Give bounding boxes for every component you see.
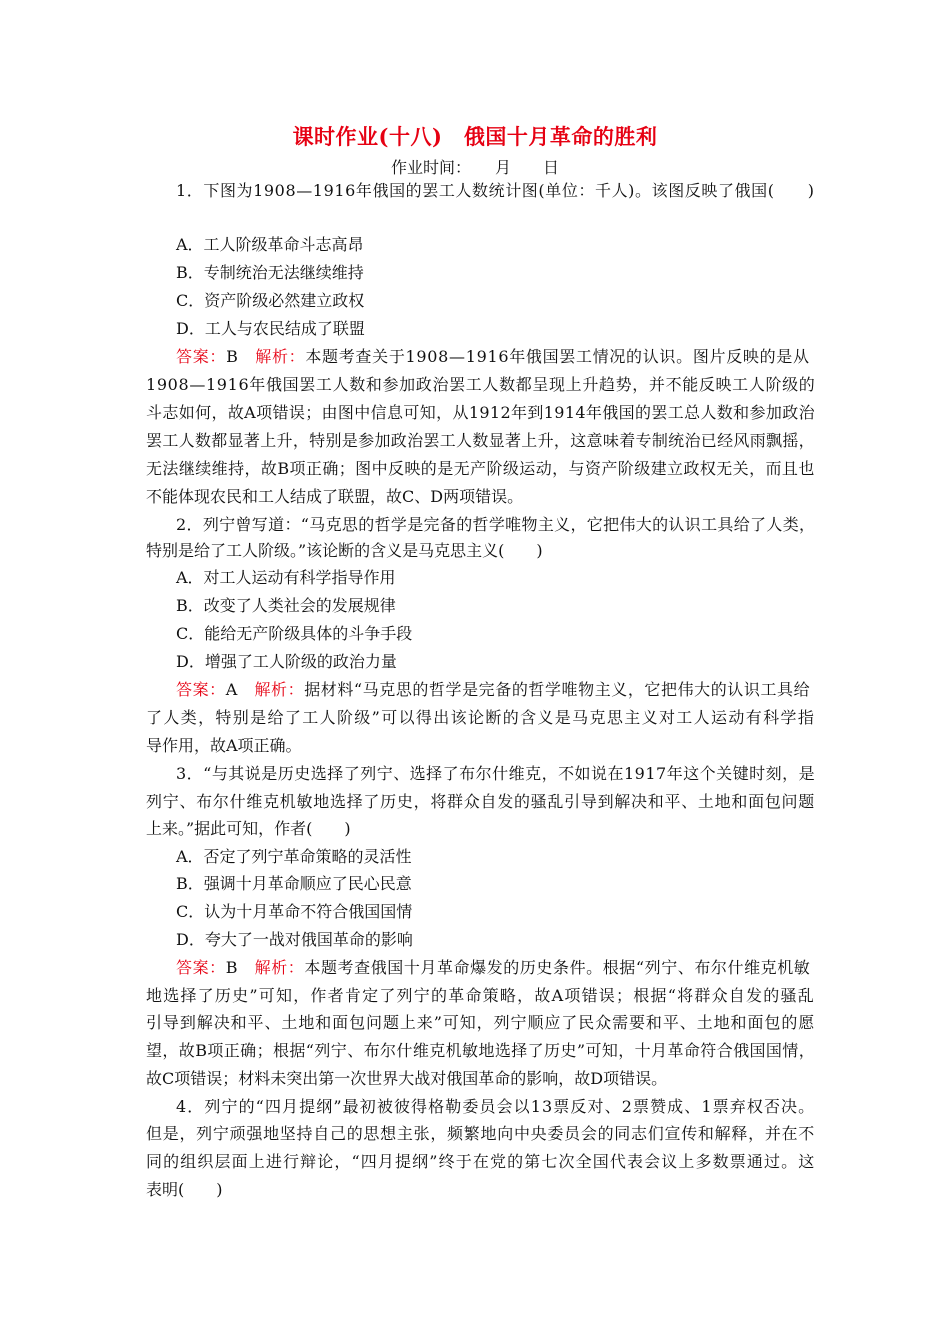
question-3-analysis-line: 引导到解决和平、土地和面包问题上来”可知，列宁顺应了民众需要和平、土地和面包的愿 xyxy=(146,1013,816,1032)
question-4-stem: 同的组织层面上进行辩论，“四月提纲”终于在党的第七次全国代表会议上多数票通过。这 xyxy=(146,1152,816,1171)
question-1-stem: 1．下图为1908—1916年俄国的罢工人数统计图(单位：千人)。该图反映了俄国( ) xyxy=(176,181,815,200)
analysis-label: 解析： xyxy=(255,347,306,366)
page-title: 课时作业(十八) 俄国十月革命的胜利 xyxy=(292,124,658,149)
question-3-analysis-line: 地选择了历史”可知，作者肯定了列宁的革命策略，故A项错误；根据“将群众自发的骚乱 xyxy=(146,986,815,1005)
question-3-analysis-line: 故C项错误；材料未突出第一次世界大战对俄国革命的影响，故D项错误。 xyxy=(146,1069,668,1088)
question-3-analysis-line: 望，故B项正确；根据“列宁、布尔什维克机敏地选择了历史”可知，十月革命符合俄国国情， xyxy=(146,1041,816,1060)
question-2-analysis-line: 了人类，特别是给了工人阶级”可以得出该论断的含义是马克思主义对工人运动有科学指 xyxy=(146,708,816,727)
question-2-stem: 2．列宁曾写道：“马克思的哲学是完备的哲学唯物主义，它把伟大的认识工具给了人类， xyxy=(176,515,816,534)
question-2-option-d: D．增强了工人阶级的政治力量 xyxy=(176,652,397,671)
question-3-option-b: B．强调十月革命顺应了民心民意 xyxy=(176,874,412,893)
question-1-option-d: D．工人与农民结成了联盟 xyxy=(176,319,365,338)
answer-letter: B xyxy=(225,958,255,977)
question-4-stem: 4．列宁的“四月提纲”最初被彼得格勒委员会以13票反对、2票赞成、1票弃权否决。 xyxy=(176,1097,816,1116)
question-3-option-d: D．夸大了一战对俄国革命的影响 xyxy=(176,930,413,949)
question-1-analysis-line: 斗志如何，故A项错误；由图中信息可知，从1912年到1914年俄国的罢工总人数和参加政治 xyxy=(146,403,815,422)
question-3-option-a: A．否定了列宁革命策略的灵活性 xyxy=(176,847,412,866)
answer-label: 答案： xyxy=(176,680,226,699)
question-1-analysis-line: 1908—1916年俄国罢工人数和参加政治罢工人数都呈现上升趋势，并不能反映工人阶级的 xyxy=(146,375,816,394)
question-3-stem: 列宁、布尔什维克机敏地选择了历史，将群众自发的骚乱引导到解决和平、土地和面包问题 xyxy=(146,792,816,811)
question-3-stem: 3．“与其说是历史选择了列宁、选择了布尔什维克，不如说在1917年这个关键时刻，是 xyxy=(176,764,816,783)
question-2-analysis-line: 导作用，故A项正确。 xyxy=(146,736,302,755)
question-4-stem: 但是，列宁顽强地坚持自己的思想主张，频繁地向中央委员会的同志们宣传和解释，并在不 xyxy=(146,1124,816,1143)
question-1-option-a: A．工人阶级革命斗志高昂 xyxy=(176,235,364,254)
answer-label: 答案： xyxy=(176,958,226,977)
question-2-option-a: A．对工人运动有科学指导作用 xyxy=(176,568,396,587)
question-1-answer xyxy=(176,347,810,367)
question-3-option-c: C．认为十月革命不符合俄国国情 xyxy=(176,902,413,921)
analysis-label: 解析： xyxy=(254,680,305,699)
answer-letter: B xyxy=(226,347,256,366)
answer-label: 答案： xyxy=(176,347,227,366)
answer-letter: A xyxy=(225,680,255,699)
question-3-stem: 上来。”据此可知，作者( ) xyxy=(146,819,351,838)
question-1-option-b: B．专制统治无法继续维持 xyxy=(176,263,364,282)
question-3-answer xyxy=(176,958,810,978)
analysis-label: 解析： xyxy=(254,958,305,977)
question-1-analysis-line: 不能体现农民和工人结成了联盟，故C、D两项错误。 xyxy=(146,487,524,506)
question-2-option-b: B．改变了人类社会的发展规律 xyxy=(176,596,396,615)
homework-date-line: 作业时间： 月 日 xyxy=(390,158,559,177)
question-1-analysis-line: 罢工人数都显著上升，特别是参加政治罢工人数显著上升，这意味着专制统治已经风雨飘摇， xyxy=(146,431,816,450)
analysis-text: 据材料“马克思的哲学是完备的哲学唯物主义，它把伟大的认识工具给 xyxy=(304,680,811,699)
question-1-analysis-line: 无法继续维持，故B项正确；图中反映的是无产阶级运动，与资产阶级建立政权无关，而且也 xyxy=(146,459,815,478)
question-4-stem: 表明( ) xyxy=(146,1180,223,1199)
analysis-text: 本题考查关于1908—1916年俄国罢工情况的认识。图片反映的是从 xyxy=(305,347,810,366)
analysis-text: 本题考查俄国十月革命爆发的历史条件。根据“列宁、布尔什维克机敏 xyxy=(304,958,811,977)
question-2-stem: 特别是给了工人阶级。”该论断的含义是马克思主义( ) xyxy=(146,541,543,560)
question-2-option-c: C．能给无产阶级具体的斗争手段 xyxy=(176,624,413,643)
question-1-option-c: C．资产阶级必然建立政权 xyxy=(176,291,365,310)
question-2-answer xyxy=(176,680,810,700)
